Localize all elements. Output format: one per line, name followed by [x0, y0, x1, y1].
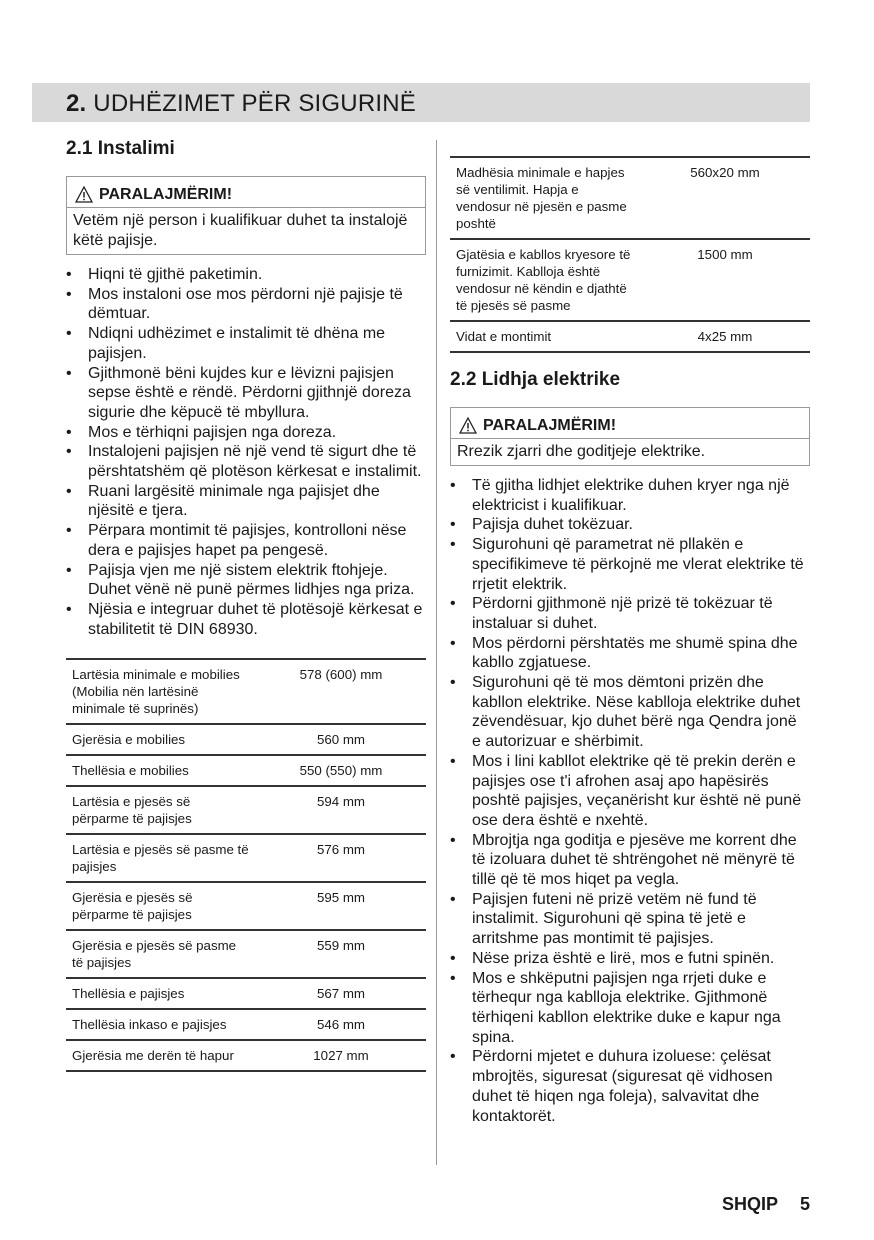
table-row [66, 978, 426, 1009]
warning-text: Rrezik zjarri dhe goditjeje elektrike. [457, 443, 706, 460]
bullet-item: • Mbrojtja nga goditja e pjesëve me korrent dhe të izoluara duhet të shtrëngohet në mënyrë të tillë që të mos hiqet pa vegla. [450, 831, 810, 890]
cell-value: 594 mm [256, 786, 426, 834]
cell-value: 560x20 mm [640, 157, 810, 239]
table-row [66, 1009, 426, 1040]
left-column [66, 138, 426, 1072]
page-footer [722, 1194, 810, 1215]
cell-label: Lartësia e pjesës së pasme të pajisjes [66, 834, 256, 882]
column-divider [436, 140, 437, 1165]
bullet-item: • Mos përdorni përshtatës me shumë spina dhe kabllo zgjatuese. [450, 634, 810, 673]
cell-label: Gjerësia me derën të hapur [66, 1040, 256, 1071]
bullet-item: • Sigurohuni që parametrat në pllakën e specifikimeve të përkojnë me vlerat elektrike të rrjetit elektrik. [450, 535, 810, 594]
cell-value: 559 mm [256, 930, 426, 978]
table-row [66, 755, 426, 786]
bullet-item: • Pajisjen futeni në prizë vetëm në fund të instalimit. Sigurohuni që spina të jetë e arritshme pas montimit të pajisjes. [450, 890, 810, 949]
bullet-item: • Ruani largësitë minimale nga pajisjet dhe njësitë e tjera. [66, 482, 426, 521]
ventilation-table [450, 156, 810, 353]
cell-value: 595 mm [256, 882, 426, 930]
cell-label: Gjerësia e pjesës së pasme të pajisjes [66, 930, 256, 978]
cell-value: 567 mm [256, 978, 426, 1009]
warning-box [66, 176, 426, 255]
bullet-item: • Mos e tërhiqni pajisjen nga doreza. [66, 423, 426, 443]
dimensions-table [66, 658, 426, 1072]
table-row [66, 659, 426, 724]
bullet-item: • Të gjitha lidhjet elektrike duhen kryer nga një elektricist i kualifikuar. [450, 476, 810, 515]
subsection-title: 2.1 Instalimi [66, 138, 175, 159]
cell-label: Gjerësia e pjesës së përparme të pajisjes [66, 882, 256, 930]
cell-label: Madhësia minimale e hapjes së ventilimit. Hapja e vendosur në pjesën e pasme poshtë [450, 157, 640, 239]
install-bullets [66, 265, 426, 639]
warning-box [450, 407, 810, 466]
cell-label: Vidat e montimit [450, 321, 640, 352]
cell-label: Lartësia minimale e mobilies (Mobilia nën lartësinë minimale të suprinës) [66, 659, 256, 724]
warning-title: PARALAJMËRIM! [483, 416, 617, 434]
cell-value: 578 (600) mm [256, 659, 426, 724]
bullet-item: • Ndiqni udhëzimet e instalimit të dhëna me pajisjen. [66, 324, 426, 363]
bullet-item: • Hiqni të gjithë paketimin. [66, 265, 426, 285]
right-column [450, 156, 810, 1126]
table-row [66, 1040, 426, 1071]
table-row [66, 786, 426, 834]
cell-label: Thellësia e mobilies [66, 755, 256, 786]
warning-icon [75, 186, 93, 203]
section-number: 2. [66, 90, 87, 117]
page-number: 5 [799, 1194, 810, 1214]
table-row [66, 834, 426, 882]
bullet-item: • Pajisja duhet tokëzuar. [450, 515, 810, 535]
cell-value: 1027 mm [256, 1040, 426, 1071]
bullet-item: • Përdorni mjetet e duhura izoluese: çelësat mbrojtës, siguresat (siguresat që vidhosen duhet të hiqen nga foleja), salvavitat dhe kontaktorët. [450, 1047, 810, 1126]
warning-text: Vetëm një person i kualifikuar duhet ta instalojë këtë pajisje. [73, 212, 408, 249]
table-row [66, 724, 426, 755]
cell-label: Gjerësia e mobilies [66, 724, 256, 755]
bullet-item: • Mos i lini kabllot elektrike që të prekin derën e pajisjes ose t'i afrohen asaj apo hapësirës poshtë pajisjes, veçanërisht kur është në punë ose dera është e nxehtë. [450, 752, 810, 831]
bullet-item: • Përdorni gjithmonë një prizë të tokëzuar të instaluar si duhet. [450, 594, 810, 633]
cell-value: 550 (550) mm [256, 755, 426, 786]
table-row [450, 321, 810, 352]
cell-value: 560 mm [256, 724, 426, 755]
cell-value: 4x25 mm [640, 321, 810, 352]
cell-value: 1500 mm [640, 239, 810, 321]
subsection-title: 2.2 Lidhja elektrike [450, 369, 621, 390]
section-title: UDHËZIMET PËR SIGURINË [93, 90, 416, 117]
bullet-item: • Mos instaloni ose mos përdorni një pajisje të dëmtuar. [66, 285, 426, 324]
cell-label: Gjatësia e kabllos kryesore të furnizimit. Kablloja është vendosur në këndin e djathtë të pjesës së pasme [450, 239, 640, 321]
cell-label: Thellësia inkaso e pajisjes [66, 1009, 256, 1040]
bullet-item: • Njësia e integruar duhet të plotësojë kërkesat e stabilitetit të DIN 68930. [66, 600, 426, 639]
bullet-item: • Instalojeni pajisjen në një vend të sigurt dhe të përshtatshëm që plotëson kërkesat e instalimit. [66, 442, 426, 481]
bullet-item: • Sigurohuni që të mos dëmtoni prizën dhe kabllon elektrike. Nëse kablloja elektrike duhet zëvendësuar, kjo duhet bërë nga Qendra jonë e autorizuar e shërbimit. [450, 673, 810, 752]
warning-icon [459, 417, 477, 434]
table-row [450, 239, 810, 321]
bullet-item: • Mos e shkëputni pajisjen nga rrjeti duke e tërhequr nga kablloja elektrike. Gjithmonë tërhiqeni kabllon elektrike duke e kapur nga spina. [450, 969, 810, 1048]
bullet-item: • Pajisja vjen me një sistem elektrik ftohjeje. Duhet vënë në punë përmes lidhjes nga priza. [66, 561, 426, 600]
electrical-bullets [450, 476, 810, 1126]
bullet-item: • Përpara montimit të pajisjes, kontrolloni nëse dera e pajisjes hapet pa pengesë. [66, 521, 426, 560]
cell-value: 546 mm [256, 1009, 426, 1040]
warning-title: PARALAJMËRIM! [99, 185, 233, 203]
footer-language: SHQIP [721, 1194, 778, 1214]
table-row [450, 157, 810, 239]
cell-value: 576 mm [256, 834, 426, 882]
section-header [32, 83, 810, 122]
table-row [66, 882, 426, 930]
bullet-item: • Gjithmonë bëni kujdes kur e lëvizni pajisjen sepse është e rëndë. Përdorni gjithnjë doreza sigurie dhe këpucë të mbyllura. [66, 364, 426, 423]
bullet-item: • Nëse priza është e lirë, mos e futni spinën. [450, 949, 810, 969]
cell-label: Lartësia e pjesës së përparme të pajisjes [66, 786, 256, 834]
table-row [66, 930, 426, 978]
cell-label: Thellësia e pajisjes [66, 978, 256, 1009]
